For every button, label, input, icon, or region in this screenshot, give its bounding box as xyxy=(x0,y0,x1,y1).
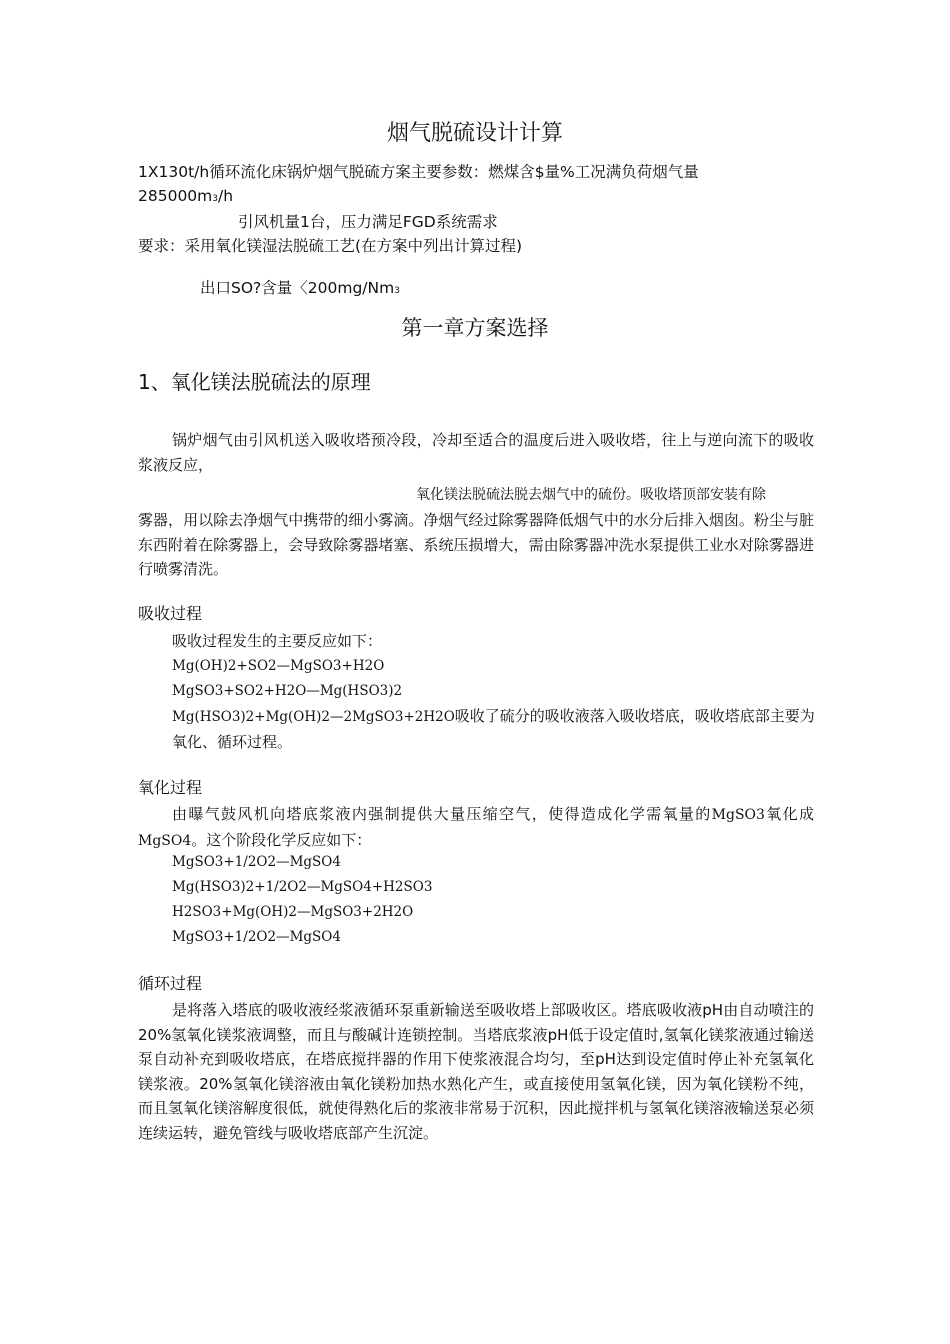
oxid-text-a: 由曝气鼓风机向塔底浆液内强制提供大量压缩空气，使得造成化学需氧量的 xyxy=(172,805,712,823)
oxid-equation-2: Mg(HSO3)2+1/2O2—MgSO4+H2SO3 xyxy=(172,879,433,895)
absorb-heading: 吸收过程 xyxy=(138,604,203,623)
absorb-equation-3-line xyxy=(172,706,815,727)
document-title: 烟气脱硫设计计算 xyxy=(386,121,563,146)
oxid-paragraph xyxy=(138,802,814,853)
requirement-line: 要求：采用氧化镁湿法脱硫工艺(在方案中列出计算过程) xyxy=(138,237,523,255)
absorb-equation-1: Mg(OH)2+SO2—MgSO3+H2O xyxy=(172,658,385,674)
intro-paragraph-2-lead: 氧化镁法脱硫法脱去烟气中的硫份。吸收塔顶部安装有除 xyxy=(416,487,766,503)
oxid-equation-1: MgSO3+1/2O2—MgSO4 xyxy=(172,854,341,870)
intro-paragraph-2: 雾器，用以除去净烟气中携带的细小雾滴。净烟气经过除雾器降低烟气中的水分后排入烟囱。粉尘与脏东西附着在除雾器上，会导致除雾器堵塞、系统压损增大，需由除雾器冲洗水泵提供工业水对除雾器进行喷雾清洗。 xyxy=(138,511,814,578)
cycle-heading: 循环过程 xyxy=(138,974,203,993)
oxid-heading: 氧化过程 xyxy=(138,778,203,797)
absorb-intro: 吸收过程发生的主要反应如下： xyxy=(172,632,383,650)
absorb-equation-3: Mg(HSO3)2+Mg(OH)2—2MgSO3+2H2O xyxy=(172,709,455,725)
oxid-equation-3: H2SO3+Mg(OH)2—MgSO3+2H2O xyxy=(172,904,414,920)
absorb-equation-3-text: 吸收了硫分的吸收液落入吸收塔底，吸收塔底部主要为 xyxy=(454,707,815,725)
absorb-equation-2: MgSO3+SO2+H2O—Mg(HSO3)2 xyxy=(172,683,403,699)
outlet-text: 出口SO?含量〈200mg/Nm xyxy=(200,279,395,297)
oxid-text-c: 氧化成 xyxy=(764,805,814,823)
oxid-formula-d: MgSO4 xyxy=(138,832,192,849)
intro-paragraph-1: 锅炉烟气由引风机送入吸收塔预冷段，冷却至适合的温度后进入吸收塔，往上与逆向流下的吸收浆液反应， xyxy=(138,431,814,474)
flow-value: 285000m xyxy=(138,187,213,205)
params-line-1: 1X130t/h循环流化床锅炉烟气脱硫方案主要参数：燃煤含$量%工况满负荷烟气量 xyxy=(138,163,699,181)
flow-unit: /h xyxy=(218,187,234,205)
fan-line: 引风机量1台，压力满足FGD系统需求 xyxy=(238,213,498,231)
cycle-paragraph: 是将落入塔底的吸收液经浆液循环泵重新输送至吸收塔上部吸收区。塔底吸收液pH由自动喷注的20%氢氧化镁浆液调整，而且与酸碱计连锁控制。当塔底浆液pH低于设定值时,氢氧化镁浆液通过输送泵自动补充到吸收塔底，在塔底搅拌器的作用下使浆液混合均匀，至pH达到设定值时停止补充氢氧化镁浆液。20%氢氧化镁溶液由氧化镁粉加热水熟化产生，或直接使用氢氧化镁，因为氧化镁粉不纯，而且氢氧化镁溶解度很低，就使得熟化后的浆液非常易于沉积，因此搅拌机与氢氧化镁溶液输送泵必须连续运转，避免管线与吸收塔底部产生沉淀。 xyxy=(138,1001,814,1142)
outlet-line xyxy=(200,276,400,303)
params-line-2 xyxy=(138,184,233,211)
flow-subscript: 3 xyxy=(212,194,219,204)
oxid-equation-4: MgSO3+1/2O2—MgSO4 xyxy=(172,929,341,945)
absorb-tail: 氧化、循环过程。 xyxy=(172,733,293,751)
oxid-text-e: 。这个阶段化学反应如下： xyxy=(191,830,372,849)
oxid-formula-b: MgSO3 xyxy=(711,807,765,823)
chapter-heading: 第一章方案选择 xyxy=(401,316,549,340)
outlet-subscript: 3 xyxy=(394,286,400,296)
section-heading: 1、氧化镁法脱硫法的原理 xyxy=(138,370,371,394)
